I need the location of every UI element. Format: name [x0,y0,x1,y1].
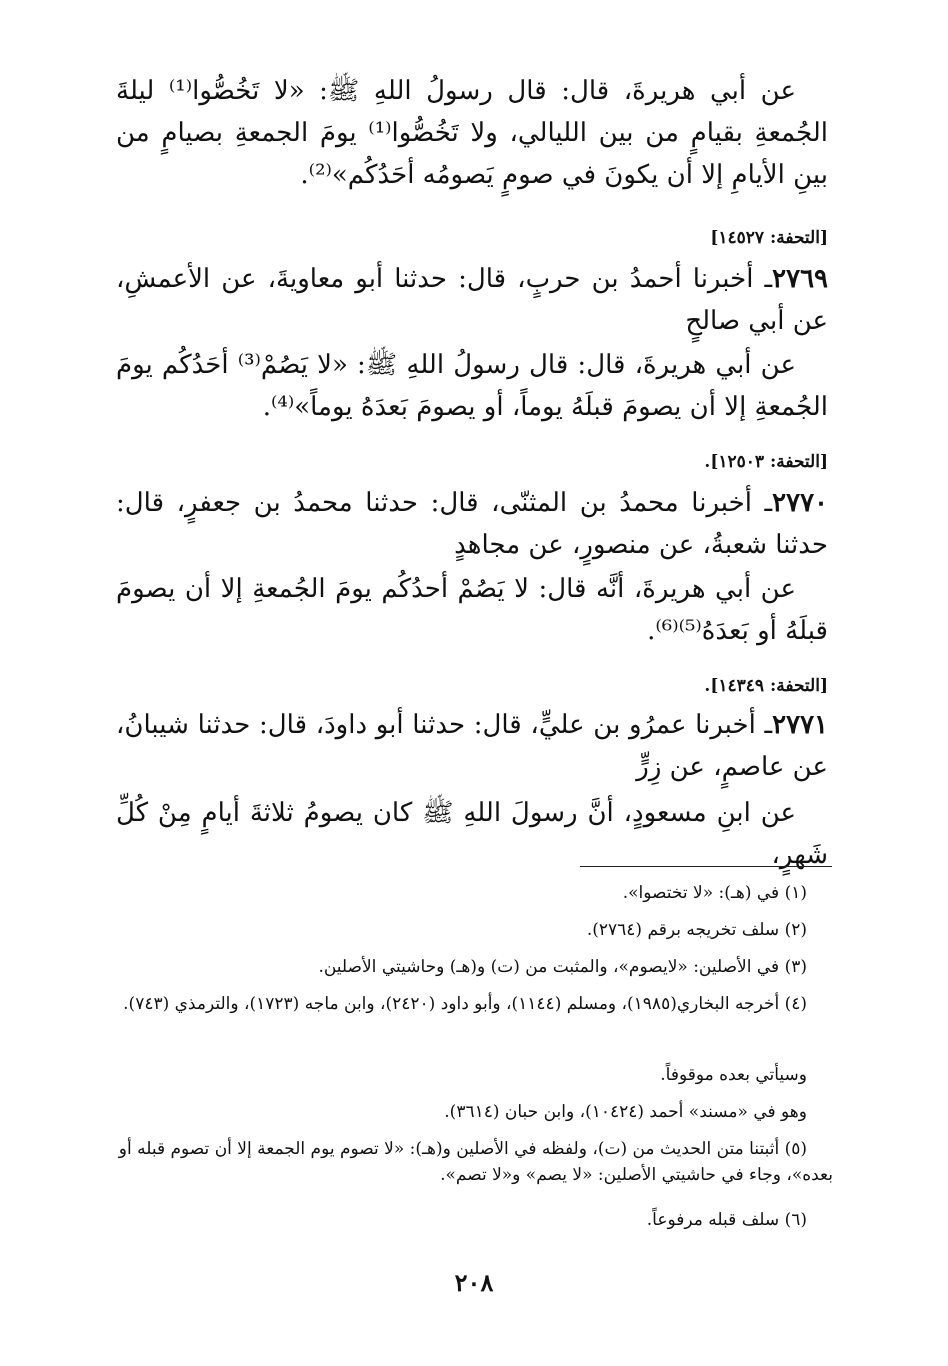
hadith-2769-matn [116,344,828,428]
footnote-1: (١) في (هـ): «لا تختصوا». [622,883,807,903]
footnote-4-continued: وهو في «مسند» أحمد (١٠٤٢٤)، وابن حبان (٣٦١٤). [444,1102,807,1122]
hadith-matn: عن أبي هريرةَ، أنَّه قال: لا يَصُمْ أحدُكُم يومَ الجُمعةِ إلا أن يصومَ قبلَهُ أو بَعدَهُ⁽⁵⁾⁽⁶⁾. [116,574,828,646]
footnote-6: (٦) سلف قبله مرفوعاً. [646,1210,807,1230]
hadith-isnad: ـ أخبرنا محمدُ بن المثنّى، قال: حدثنا محمدُ بن جعفرٍ، قال: حدثنا شعبةُ، عن منصورٍ، عن مجاهدٍ [116,488,828,560]
hadith-matn: عن أبي هريرةَ، قال: قال رسولُ اللهِ ﷺ: «لا تَخُصُّوا⁽¹⁾ ليلةَ الجُمعةِ بقيامٍ من بين الليالي، ولا تَخُصُّوا⁽¹⁾ يومَ الجمعةِ بصيامٍ من بينِ الأيامِ إلا أن يكونَ في صومٍ يَصومُه أحَدُكُم»⁽²⁾. [116,76,828,190]
tuhfa-reference: [التحفة: ١٢٥٠٣]. [704,452,828,472]
hadith-2771-matn [116,792,828,876]
page-number: ٢٠٨ [454,1268,494,1297]
footnote-3: (٣) في الأصلين: «لايصوم»، والمثبت من (ت) و(هـ) وحاشيتي الأصلين. [318,957,807,977]
hadith-number: ٢٧٦٩ [772,264,828,294]
hadith-2770-matn [116,568,828,652]
hadith-matn: عن ابنِ مسعودٍ، أنَّ رسولَ اللهِ ﷺ كان يصومُ ثلاثةَ أيامٍ مِنْ كُلِّ شَهرٍ، [116,798,828,870]
hadith-isnad: ـ أخبرنا أحمدُ بن حربٍ، قال: حدثنا أبو معاويةَ، عن الأعمشِ، عن أبي صالحٍ [116,264,828,336]
tuhfa-reference: [التحفة: ١٤٣٤٩]. [704,676,828,696]
hadith-2770-isnad [116,482,828,566]
footnote-4: (٤) أخرجه البخاري(١٩٨٥)، ومسلم (١١٤٤)، وأبو داود (٢٤٢٠)، وابن ماجه (١٧٢٣)، والترمذي (٧٤٣). [123,994,807,1014]
footnote-2: (٢) سلف تخريجه برقم (٢٧٦٤). [586,920,807,940]
hadith-isnad: ـ أخبرنا عمرُو بن عليٍّ، قال: حدثنا أبو داودَ، قال: حدثنا شيبانُ، عن عاصمٍ، عن زِرٍّ [116,710,828,782]
tuhfa-reference: [التحفة: ١٤٥٢٧] [710,228,828,248]
footnote-4-continued: وسيأتي بعده موقوفاً. [660,1065,807,1085]
footnote-5: (٥) أثبتنا متن الحديث من (ت)، ولفظه في الأصلين و(هـ): «لا تصوم يوم الجمعة إلا أن تصوم قبله أو بعده»، وجاء في حاشيتي الأصلين: «لا يصم» و«لا تصم». [118,1139,833,1185]
hadith-number: ٢٧٧١ [772,710,828,740]
hadith-2771-isnad [116,704,828,788]
hadith-number: ٢٧٧٠ [772,488,828,518]
hadith-2769-isnad [116,258,828,342]
footnote-separator [580,866,832,867]
hadith-matn: عن أبي هريرةَ، قال: قال رسولُ اللهِ ﷺ: «لا يَصُمْ⁽³⁾ أحَدُكُم يومَ الجُمعةِ إلا أن يصومَ قبلَهُ يوماً، أو يصومَ بَعدَهُ يوماً»⁽⁴⁾. [116,350,828,422]
hadith-2768-text [116,70,828,196]
